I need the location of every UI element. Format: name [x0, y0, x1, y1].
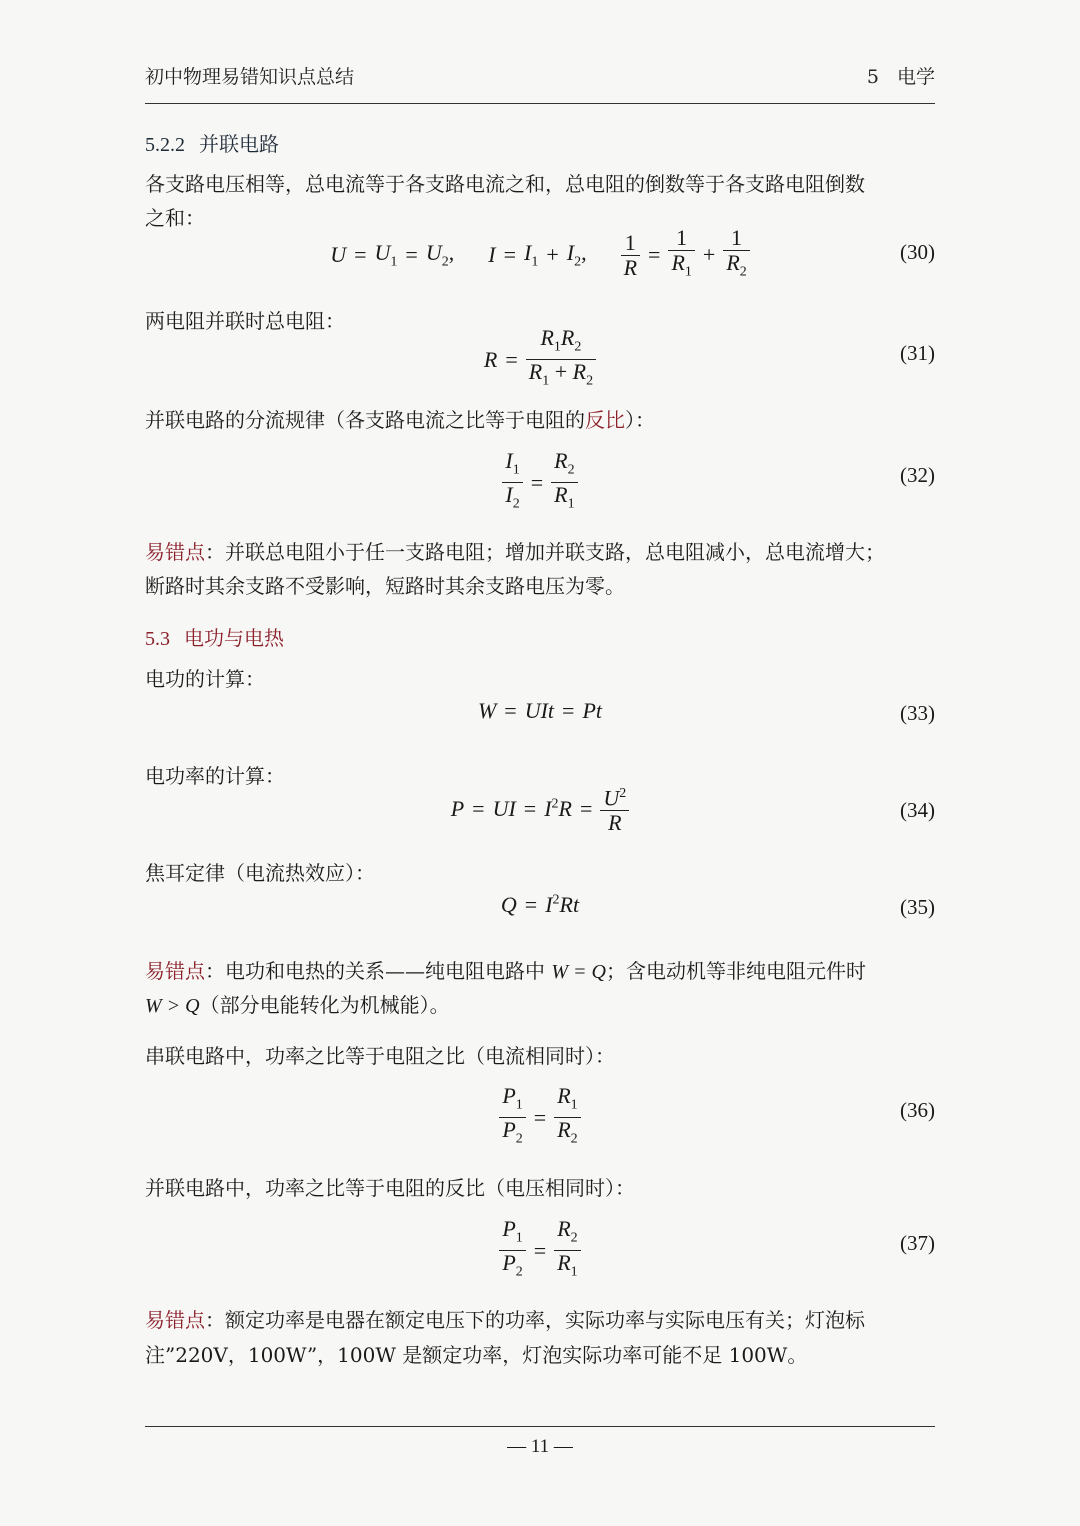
error-note-label: 易错点 — [145, 1308, 205, 1332]
equation-number: (32) — [900, 463, 935, 487]
section-heading-5-2-2 — [145, 127, 279, 162]
paragraph-line: 之和： — [145, 206, 205, 230]
running-header-title: 初中物理易错知识点总结 — [145, 66, 355, 88]
equation-35: Q = $I^2Rt$ — [500, 892, 580, 917]
paragraph-line — [145, 403, 655, 437]
paragraph-line: 电功率的计算： — [145, 764, 285, 788]
inline-math: W > Q — [145, 995, 200, 1017]
text-run: ；含电动机等非纯电阻元件时 — [605, 959, 866, 983]
error-note — [145, 1303, 865, 1337]
text-run: ）： — [625, 408, 655, 432]
paragraph-line: 并联电路中，功率之比等于电阻的反比（电压相同时）： — [145, 1176, 635, 1200]
text-run: （部分电能转化为机械能）。 — [199, 993, 450, 1017]
paragraph-line: 注”220V，100W”，100W 是额定功率，灯泡实际功率可能不足 100W。 — [145, 1343, 808, 1367]
equation-34: P = UI = $I^2R$ = $\frac{U^2}{R}$ — [145, 782, 935, 835]
equation-31: R = $\frac{R_1R_2}{R_1 + R_2}$ — [145, 326, 935, 394]
text-run: ：并联总电阻小于任一支路电阻；增加并联支路，总电阻减小，总电流增大； — [205, 540, 885, 564]
equation-number: (34) — [900, 798, 935, 822]
section-number: 5.3 — [145, 628, 170, 650]
error-note-label: 易错点 — [145, 540, 205, 564]
equation-number: (36) — [900, 1098, 935, 1122]
section-title: 电功与电热 — [184, 626, 284, 650]
error-note — [145, 535, 885, 569]
paragraph-line: 电功的计算： — [145, 667, 265, 691]
equation-number: (30) — [900, 240, 935, 264]
paragraph-line: 各支路电压相等，总电流等于各支路电流之和，总电阻的倒数等于各支路电阻倒数 — [145, 172, 865, 196]
section-number: 5.2.2 — [145, 134, 185, 156]
paragraph-line: 断路时其余支路不受影响，短路时其余支路电压为零。 — [145, 574, 625, 598]
paragraph-line: 串联电路中，功率之比等于电阻之比（电流相同时）： — [145, 1044, 615, 1068]
equation-37: $\frac{P_1}{P_2}$ = $\frac{R_2}{R_1}$ — [145, 1216, 935, 1285]
section-title: 并联电路 — [199, 132, 279, 156]
equation-33: W = UIt = Pt — [477, 698, 603, 723]
equation-number: (37) — [900, 1231, 935, 1255]
equation-number: (31) — [900, 341, 935, 365]
equation-32: $\frac{I_1}{I_2}$ = $\frac{R_2}{R_1}$ — [145, 448, 935, 517]
inline-math: W = Q — [551, 961, 606, 983]
equation-30: U = $U_1$ = $U_2$, I = $I_1$ + $I_2$, $\frac{1}{R}$ = $\frac{1}{R_1}$ + $\frac{1}{R_2}$ — [145, 226, 935, 284]
text-run: ：额定功率是电器在额定电压下的功率，实际功率与实际电压有关；灯泡标 — [205, 1308, 865, 1332]
error-note-label: 易错点 — [145, 959, 205, 983]
text-run: 并联电路的分流规律（各支路电流之比等于电阻的 — [145, 408, 585, 432]
header-rule — [145, 103, 935, 104]
error-note — [145, 954, 866, 989]
footer-rule — [145, 1426, 935, 1427]
chapter-name: 电学 — [896, 66, 935, 88]
paragraph-line — [145, 988, 450, 1023]
section-heading-5-3 — [145, 621, 284, 656]
chapter-number: 5 — [866, 66, 879, 88]
text-run: ：电功和电热的关系——纯电阻电路中 — [205, 959, 552, 983]
paragraph-line: 两电阻并联时总电阻： — [145, 309, 345, 333]
running-header-chapter — [867, 62, 935, 89]
highlight-text: 反比 — [585, 408, 625, 432]
equation-36: $\frac{P_1}{P_2}$ = $\frac{R_1}{R_2}$ — [145, 1083, 935, 1152]
equation-number: (35) — [900, 895, 935, 919]
paragraph-line: 焦耳定律（电流热效应）： — [145, 861, 375, 885]
page-number: — 11 — — [507, 1436, 573, 1457]
equation-number: (33) — [900, 701, 935, 725]
